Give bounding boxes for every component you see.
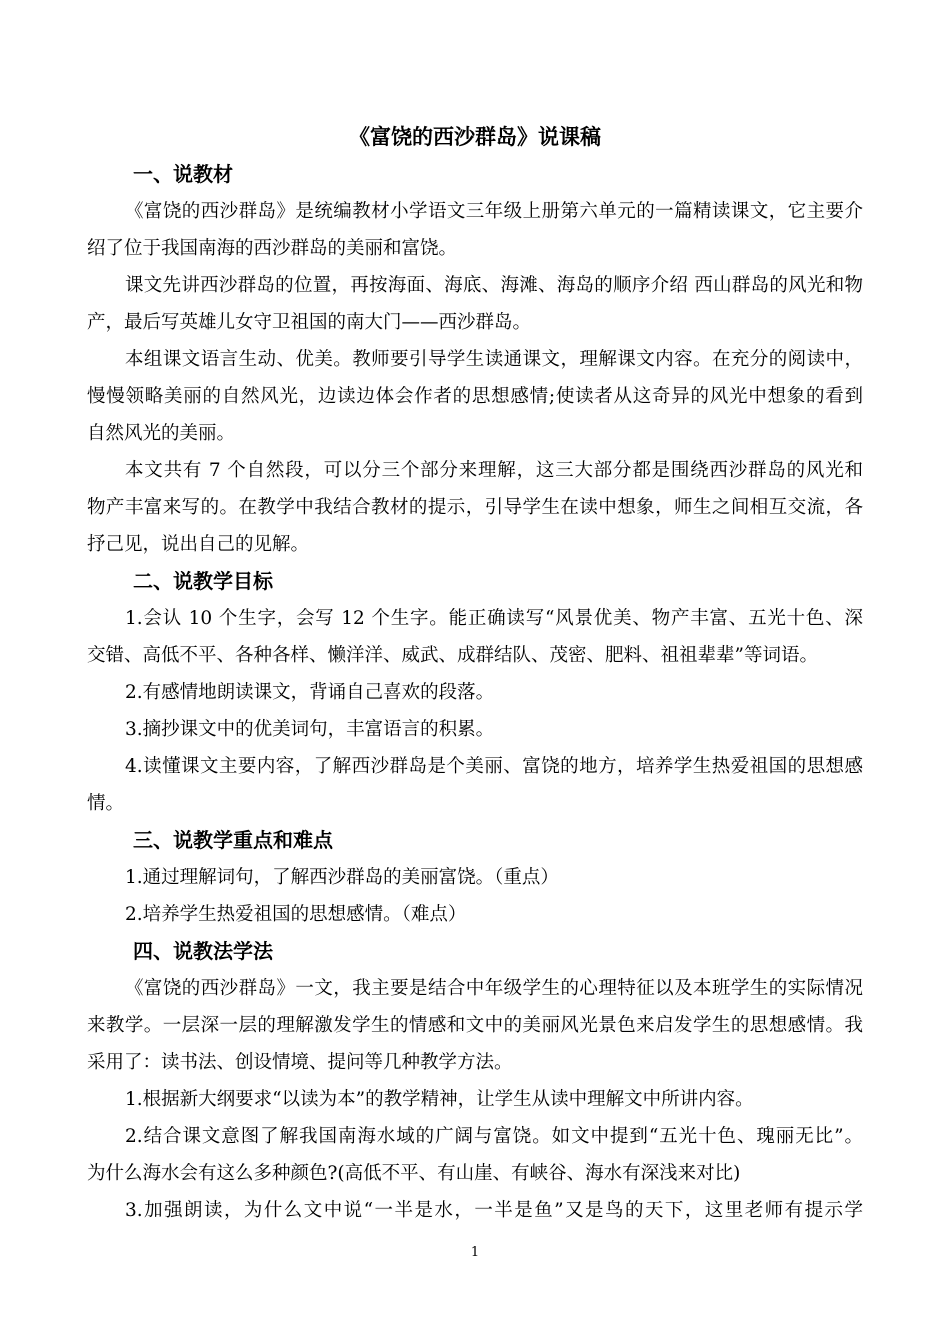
- paragraph-line: 物产丰富来写的。在教学中我结合教材的提示，引导学生在读中想象，师生之间相互交流，各: [87, 497, 863, 518]
- list-item-line: 3.摘抄课文中的优美词句，丰富语言的积累。: [125, 719, 495, 740]
- section-heading: 一、说教材: [133, 162, 233, 186]
- section-heading: 二、说教学目标: [133, 569, 273, 593]
- list-item-line: 2.培养学生热爱祖国的思想感情。（难点）: [125, 904, 467, 925]
- paragraph-line: 绍了位于我国南海的西沙群岛的美丽和富饶。: [87, 238, 458, 259]
- list-item-line: 为什么海水会有这么多种颜色?(高低不平、有山崖、有峡谷、海水有深浅来对比): [87, 1163, 741, 1184]
- list-item-line: 情。: [87, 793, 125, 814]
- document-title: 《富饶的西沙群岛》说课稿: [349, 125, 601, 149]
- paragraph-line: 自然风光的美丽。: [87, 423, 236, 444]
- paragraph-line: 采用了：读书法、创设情境、提问等几种教学方法。: [87, 1052, 513, 1073]
- paragraph-line: 本组课文语言生动、优美。教师要引导学生读通课文，理解课文内容。在充分的阅读中，: [125, 349, 863, 370]
- section-heading: 三、说教学重点和难点: [133, 828, 333, 852]
- paragraph-line: 抒己见，说出自己的见解。: [87, 534, 310, 555]
- paragraph-line: 本文共有 7 个自然段，可以分三个部分来理解，这三大部分都是围绕西沙群岛的风光和: [125, 460, 863, 481]
- paragraph-line: 产，最后写英雄儿女守卫祖国的南大门——西沙群岛。: [87, 312, 532, 333]
- list-item-line: 3.加强朗读，为什么文中说“一半是水，一半是鱼”又是鸟的天下，这里老师有提示学: [125, 1200, 863, 1221]
- document-page: [87, 119, 863, 1229]
- paragraph-line: 来教学。一层深一层的理解激发学生的情感和文中的美丽风光景色来启发学生的思想感情。我: [87, 1015, 863, 1036]
- list-item-line: 2.结合课文意图了解我国南海水域的广阔与富饶。如文中提到“五光十色、瑰丽无比”。: [125, 1126, 863, 1147]
- list-item-line: 1.通过理解词句，了解西沙群岛的美丽富饶。（重点）: [125, 867, 559, 888]
- page-number: 1: [470, 1245, 480, 1260]
- paragraph-line: 《富饶的西沙群岛》一文，我主要是结合中年级学生的心理特征以及本班学生的实际情况: [125, 978, 863, 999]
- paragraph-line: 《富饶的西沙群岛》是统编教材小学语文三年级上册第六单元的一篇精读课文，它主要介: [125, 201, 863, 222]
- list-item-line: 交错、高低不平、各种各样、懒洋洋、威武、成群结队、茂密、肥料、祖祖辈辈”等词语。: [87, 645, 818, 666]
- section-heading: 四、说教法学法: [133, 939, 273, 963]
- list-item-line: 2.有感情地朗读课文，背诵自己喜欢的段落。: [125, 682, 495, 703]
- list-item-line: 1.根据新大纲要求“以读为本”的教学精神，让学生从读中理解文中所讲内容。: [125, 1089, 754, 1110]
- list-item-line: 4.读懂课文主要内容，了解西沙群岛是个美丽、富饶的地方，培养学生热爱祖国的思想感: [125, 756, 863, 777]
- list-item-line: 1.会认 10 个生字，会写 12 个生字。能正确读写“风景优美、物产丰富、五光十色、深: [125, 608, 863, 629]
- paragraph-line: 课文先讲西沙群岛的位置，再按海面、海底、海滩、海岛的顺序介绍 西山群岛的风光和物: [125, 275, 863, 296]
- paragraph-line: 慢慢领略美丽的自然风光，边读边体会作者的思想感情;使读者从这奇异的风光中想象的看到: [87, 386, 863, 407]
